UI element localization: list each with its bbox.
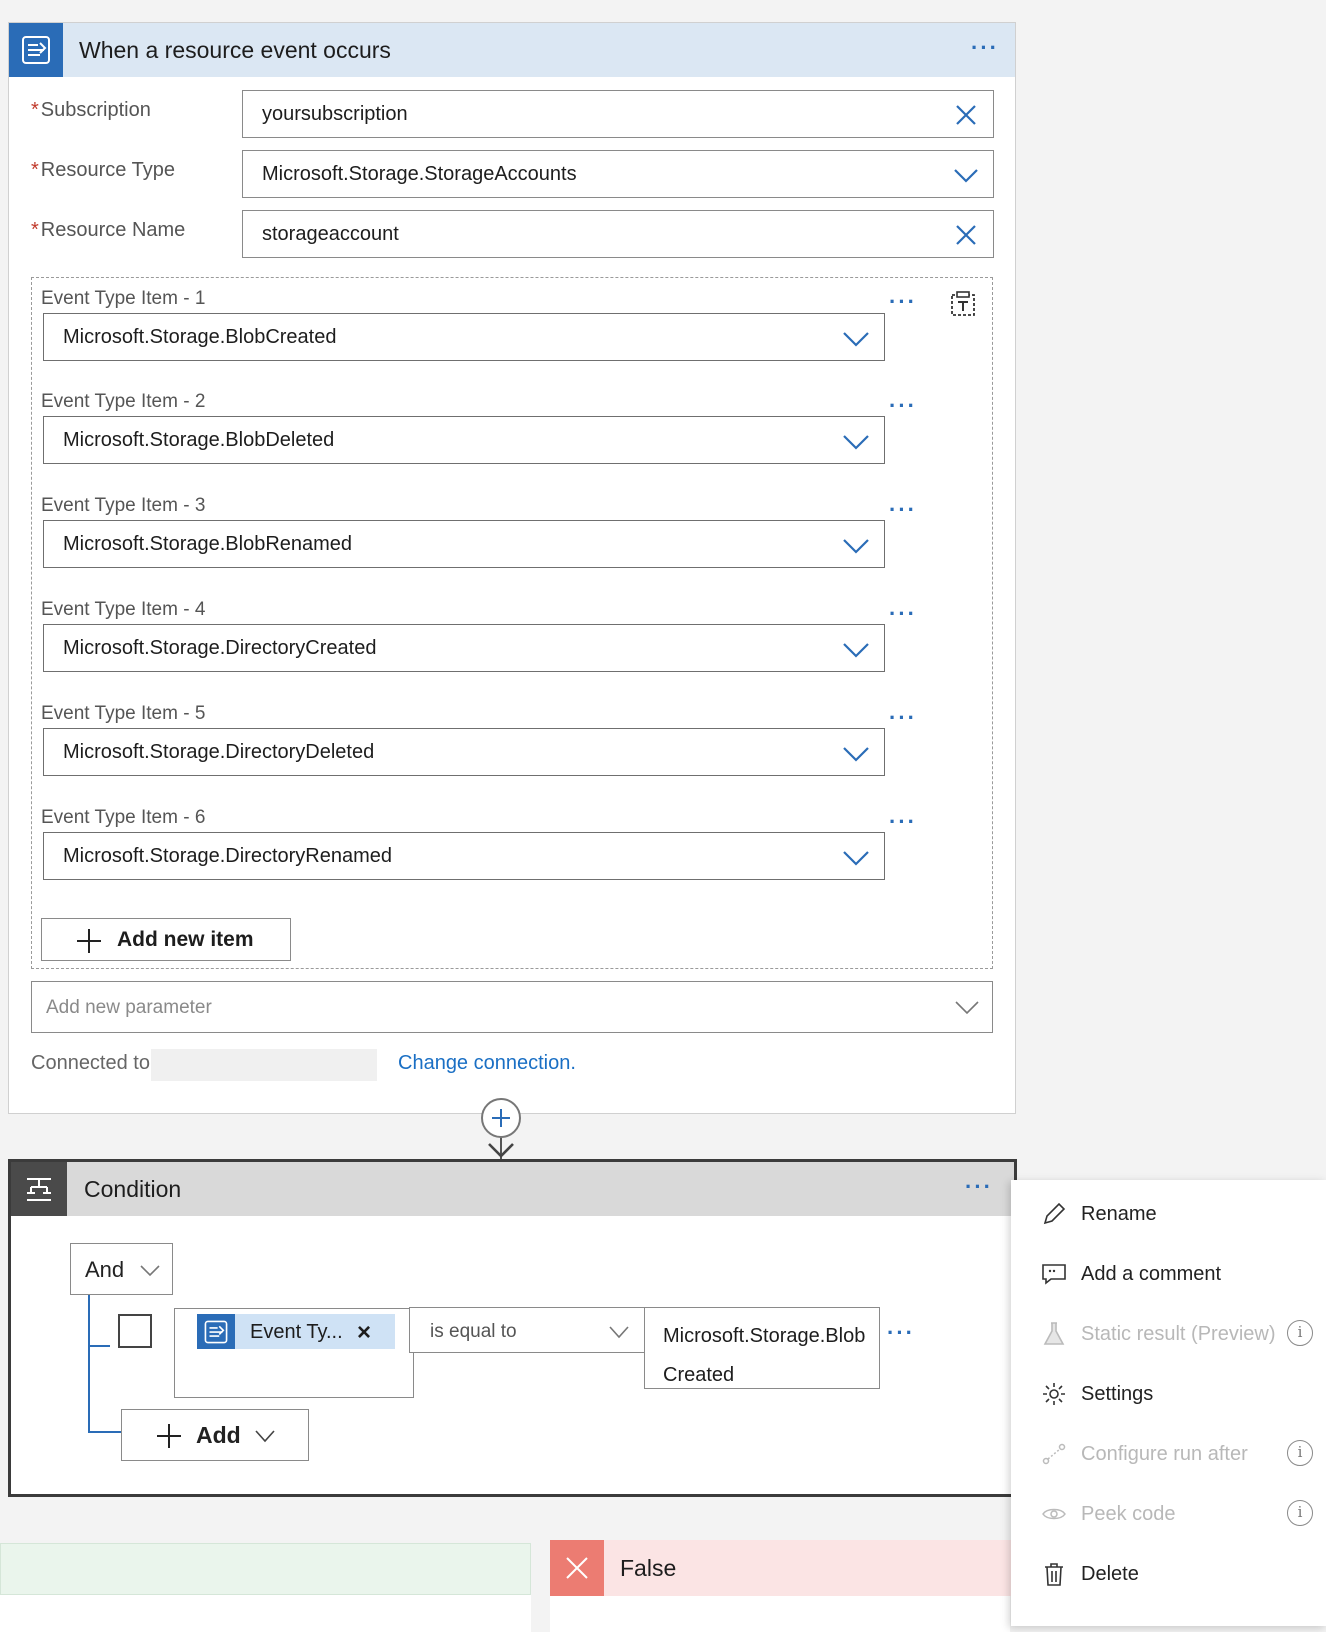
menu-item-add-comment[interactable] [1011,1246,1326,1302]
chevron-down-icon[interactable] [953,162,979,188]
flask-icon [1041,1321,1067,1347]
event-type-item-dropdown[interactable] [43,416,885,464]
trigger-more-menu-button[interactable]: ··· [971,35,999,60]
subscription-field[interactable] [242,90,994,138]
subscription-label: * Subscription [31,99,151,121]
clear-icon[interactable] [953,102,979,128]
chevron-down-icon [254,1428,276,1444]
add-new-item-label: Add new item [117,928,254,951]
true-branch-body [0,1595,531,1632]
event-type-item-label: Event Type Item - 6 [41,807,206,828]
subscription-value: yoursubscription [262,103,408,125]
condition-title: Condition [84,1176,182,1202]
event-type-item-dropdown[interactable] [43,728,885,776]
chevron-down-icon[interactable] [842,532,870,558]
event-type-item-more-button[interactable]: ··· [889,497,917,522]
row-more-button[interactable]: ··· [887,1320,915,1345]
event-grid-icon [197,1314,235,1349]
group-operator-dropdown[interactable] [70,1243,173,1295]
operator-dropdown[interactable] [409,1307,645,1353]
chevron-down-icon[interactable] [842,428,870,454]
event-grid-icon [9,23,63,77]
operator-value: is equal to [430,1321,517,1342]
true-branch-header[interactable] [0,1543,531,1595]
chevron-down-icon [954,996,980,1018]
menu-item-label: Rename [1081,1203,1157,1225]
condition-card [8,1159,1017,1497]
event-type-item-more-button[interactable]: ··· [889,393,917,418]
chevron-down-icon[interactable] [842,844,870,870]
resource-name-field[interactable] [242,210,994,258]
connected-to-label: Connected to [31,1052,150,1074]
event-type-item-value: Microsoft.Storage.DirectoryDeleted [63,741,375,763]
menu-item-label: Configure run after [1081,1443,1248,1465]
connection-name-redacted [151,1049,377,1081]
menu-item-label: Peek code [1081,1503,1176,1525]
resource-type-label: * Resource Type [31,159,175,181]
eye-icon [1041,1501,1067,1527]
event-type-item-dropdown[interactable] [43,520,885,568]
event-type-item-value: Microsoft.Storage.BlobCreated [63,326,337,348]
false-branch-header[interactable] [550,1540,1070,1596]
trigger-card [8,22,1016,1114]
event-type-item-dropdown[interactable] [43,313,885,361]
right-operand-value: Microsoft.Storage.Blob Created [663,1325,866,1386]
right-operand-field[interactable] [644,1307,880,1389]
event-type-item-label: Event Type Item - 5 [41,703,206,724]
add-condition-button[interactable] [121,1409,309,1461]
clear-icon[interactable] [953,222,979,248]
token-label: Event Ty... [250,1321,343,1343]
close-icon [550,1540,604,1596]
plus-icon [483,1100,519,1136]
comment-icon [1041,1261,1067,1287]
false-branch-body [550,1596,1010,1632]
menu-item-settings[interactable] [1011,1366,1326,1422]
dynamic-content-token[interactable] [197,1314,395,1349]
chevron-down-icon [139,1261,161,1279]
event-type-item-label: Event Type Item - 4 [41,599,206,620]
event-type-item-label: Event Type Item - 1 [41,288,206,309]
info-icon[interactable]: i [1287,1440,1313,1466]
info-icon[interactable]: i [1287,1500,1313,1526]
group-operator-value: And [85,1257,125,1282]
event-type-item-dropdown[interactable] [43,832,885,880]
menu-item-label: Settings [1081,1383,1154,1405]
menu-item-static-result[interactable] [1011,1306,1326,1362]
event-type-item-label: Event Type Item - 2 [41,391,206,412]
event-type-item-more-button[interactable]: ··· [889,809,917,834]
add-new-parameter-dropdown[interactable] [31,981,993,1033]
chevron-down-icon[interactable] [842,325,870,351]
resource-name-label: * Resource Name [31,219,186,241]
event-type-item-more-button[interactable]: ··· [889,705,917,730]
condition-context-menu [1011,1180,1326,1626]
trash-icon [1041,1561,1067,1587]
event-type-item-dropdown[interactable] [43,624,885,672]
plus-icon [76,928,102,954]
change-connection-link[interactable]: Change connection. [398,1052,576,1074]
chevron-down-icon[interactable] [842,740,870,766]
switch-to-text-mode-icon[interactable] [949,290,977,318]
menu-item-label: Static result (Preview) [1081,1323,1276,1345]
menu-item-label: Delete [1081,1563,1139,1585]
event-type-item-more-button[interactable]: ··· [889,289,917,314]
left-operand-field[interactable] [174,1308,414,1398]
resource-name-value: storageaccount [262,223,399,245]
plus-icon [156,1423,182,1449]
event-type-item-value: Microsoft.Storage.DirectoryCreated [63,637,377,659]
chevron-down-icon [608,1324,630,1340]
trigger-header[interactable] [9,23,1015,77]
resource-type-dropdown[interactable] [242,150,994,198]
menu-item-peek-code[interactable] [1011,1486,1326,1542]
event-type-item-label: Event Type Item - 3 [41,495,206,516]
info-icon[interactable]: i [1287,1320,1313,1346]
menu-item-delete[interactable] [1011,1546,1326,1602]
chevron-down-icon[interactable] [842,636,870,662]
menu-item-label: Add a comment [1081,1263,1222,1285]
add-new-parameter-placeholder: Add new parameter [46,997,212,1018]
insert-step-button[interactable] [481,1098,521,1138]
condition-icon [11,1162,67,1216]
false-branch-label: False [620,1555,677,1581]
condition-header[interactable] [11,1162,1014,1216]
add-label: Add [196,1422,241,1448]
pencil-icon [1041,1201,1067,1227]
resource-type-value: Microsoft.Storage.StorageAccounts [262,163,577,185]
tree-line [88,1295,90,1432]
remove-token-icon[interactable]: × [357,1319,372,1346]
tree-line [88,1345,110,1347]
condition-more-menu-button[interactable]: ··· [965,1174,993,1199]
menu-item-configure-run-after[interactable] [1011,1426,1326,1482]
event-type-item-value: Microsoft.Storage.BlobRenamed [63,533,353,555]
add-new-item-button[interactable] [41,918,291,961]
menu-item-rename[interactable] [1011,1186,1326,1242]
tree-line [88,1431,122,1433]
gear-icon [1041,1381,1067,1407]
row-select-checkbox[interactable] [118,1314,152,1348]
run-after-icon [1041,1441,1067,1467]
trigger-title: When a resource event occurs [79,37,391,63]
event-type-item-more-button[interactable]: ··· [889,601,917,626]
event-type-item-value: Microsoft.Storage.DirectoryRenamed [63,845,393,867]
event-type-item-value: Microsoft.Storage.BlobDeleted [63,429,335,451]
